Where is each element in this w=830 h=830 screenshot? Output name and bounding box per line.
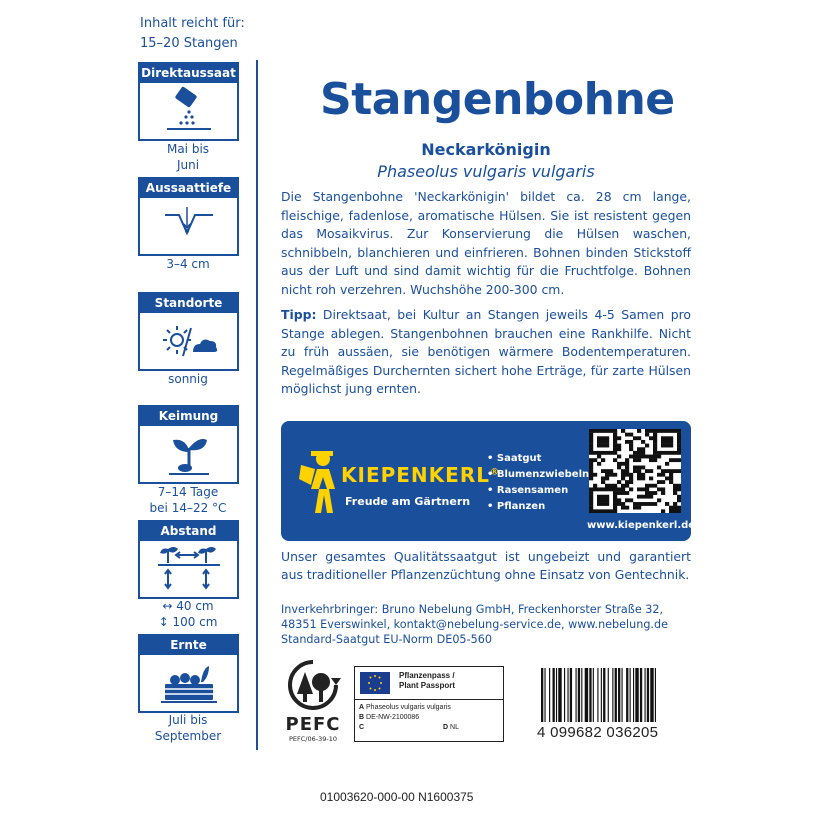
content-note-line1: Inhalt reicht für: — [140, 16, 245, 31]
row-value: Phaseolus vulgaris vulgaris — [366, 704, 451, 711]
caption-line: sonnig — [168, 372, 208, 386]
caption-line: Mai bis — [166, 142, 210, 156]
pefc-tree-logo-icon — [283, 660, 343, 710]
brand-name: KIEPENKERL — [341, 463, 490, 487]
direct-sowing-caption — [128, 141, 248, 173]
website-link[interactable]: www.kiepenkerl.de — [587, 520, 696, 531]
pefc-wordmark: PEFC — [285, 714, 341, 735]
passport-title-line: Pflanzenpass / — [399, 671, 455, 680]
row-value: NL — [450, 724, 459, 731]
pefc-label — [280, 660, 346, 743]
spacing-icon — [140, 541, 237, 597]
harvest-caption — [128, 712, 248, 744]
caption-line: Juni — [176, 158, 200, 172]
info-box-location — [138, 292, 239, 371]
passport-divider — [355, 699, 503, 700]
product-description: Die Stangenbohne 'Neckarkönigin' bildet ca. 28 cm lange, fleischige, fadenlose, aromatische Hülsen. Sie ist resistent gegen das Mosaikvirus. Zur Konservierung die Hülsen waschen, schnibbeln, blanchieren und einfrieren. Bohnen binden Stickstoff aus der Luft und sind damit wichtig für die Fruchtfolge. Bohnen nicht roh verzehren. Wuchshöhe 200-300 cm. — [281, 189, 691, 297]
article-number: 01003620-000-00 N1600375 — [320, 790, 474, 804]
info-box-label: Ernte — [140, 636, 237, 655]
caption-line: 3–4 cm — [166, 257, 210, 271]
caption-line: bei 14–22 °C — [149, 501, 227, 515]
row-label: D — [443, 724, 449, 731]
content-note — [140, 14, 245, 54]
info-box-spacing — [138, 520, 239, 599]
content-note-line2: 15–20 Stangen — [140, 36, 238, 51]
latin-name: Phaseolus vulgaris vulgaris — [377, 162, 595, 181]
passport-row-b — [359, 713, 419, 722]
registered-mark: ® — [489, 467, 500, 478]
passport-row-c — [359, 723, 364, 732]
sun-cloud-icon — [140, 313, 237, 369]
passport-row-a — [359, 703, 451, 712]
plant-passport — [354, 666, 504, 742]
row-label: A — [359, 704, 365, 711]
list-item: • Blumenzwiebeln — [487, 467, 589, 483]
passport-title — [399, 671, 455, 691]
row-label: B — [359, 714, 365, 721]
caption-line: September — [154, 729, 222, 743]
tip-label: Tipp: — [281, 307, 317, 322]
info-box-germination — [138, 405, 239, 484]
brand-slogan: Freude am Gärtnern — [345, 495, 471, 508]
info-box-label: Standorte — [140, 294, 237, 313]
info-box-label: Keimung — [140, 407, 237, 426]
info-box-label: Aussaattiefe — [140, 179, 237, 198]
distributor-line: Inverkehrbringer: Bruno Nebelung GmbH, Freckenhorster Straße 32, — [281, 603, 664, 616]
spacing-caption — [128, 598, 248, 630]
caption-line: Juli bis — [168, 713, 208, 727]
passport-row-d — [443, 723, 459, 732]
ean-number: 4 099682 036205 — [537, 724, 659, 741]
brand-logo — [341, 463, 500, 487]
info-box-sowing-depth — [138, 177, 239, 256]
row-value: DE-NW-2100086 — [366, 714, 420, 721]
seed-packet-icon — [140, 83, 237, 139]
list-item: • Pflanzen — [487, 499, 589, 515]
info-box-harvest — [138, 634, 239, 713]
tip-text: Direktsaat, bei Kultur an Stangen jeweils 4-5 Samen pro Stange ablegen. Stangenbohnen brauchen eine Rankhilfe. Nicht zu früh aussäen, sie benötigen wärmere Bodentemperaturen. Regelmäßiges Durchernten sichert hohe Erträge, für zarte Hülsen möglichst jung ernten. — [281, 307, 691, 396]
product-category-list — [487, 451, 589, 515]
harvest-crate-icon — [140, 655, 237, 711]
eu-flag-icon — [360, 672, 390, 694]
pefc-code: PEFC/06-39-10 — [289, 735, 337, 743]
row-label: C — [359, 724, 365, 731]
passport-title-line: Plant Passport — [399, 681, 456, 690]
distributor-contact: 48351 Everswinkel, kontakt@nebelung-service.de, www.nebelung.de — [281, 618, 668, 631]
germination-caption — [128, 484, 248, 516]
sowing-depth-caption — [128, 256, 248, 272]
list-item: • Rasensamen — [487, 483, 589, 499]
seedling-icon — [140, 426, 237, 482]
variety-name: Neckarkönigin — [421, 140, 551, 159]
quality-statement: Unser gesamtes Qualitätssaatgut ist ungebeizt und garantiert aus traditioneller Pflanzenzüchtung ohne Einsatz von Gentechnik. — [281, 549, 691, 582]
location-caption — [128, 371, 248, 387]
info-box-label: Direktaussaat — [140, 64, 237, 83]
barcode-icon — [541, 668, 685, 722]
list-item: • Saatgut — [487, 451, 589, 467]
growing-tip — [281, 306, 691, 399]
info-box-direct-sowing — [138, 62, 239, 141]
kiepenkerl-mascot-icon — [297, 449, 341, 515]
product-title: Stangenbohne — [320, 74, 675, 125]
sidebar-divider — [256, 60, 258, 750]
caption-line: ↕ 100 cm — [158, 615, 218, 629]
qr-code-icon[interactable] — [589, 429, 681, 513]
info-box-label: Abstand — [140, 522, 237, 541]
brand-banner — [281, 421, 696, 541]
sowing-depth-icon — [140, 198, 237, 254]
seed-norm: Standard-Saatgut EU-Norm DE05-560 — [281, 633, 492, 646]
caption-line: ↔ 40 cm — [162, 599, 214, 613]
caption-line: 7–14 Tage — [157, 485, 219, 499]
